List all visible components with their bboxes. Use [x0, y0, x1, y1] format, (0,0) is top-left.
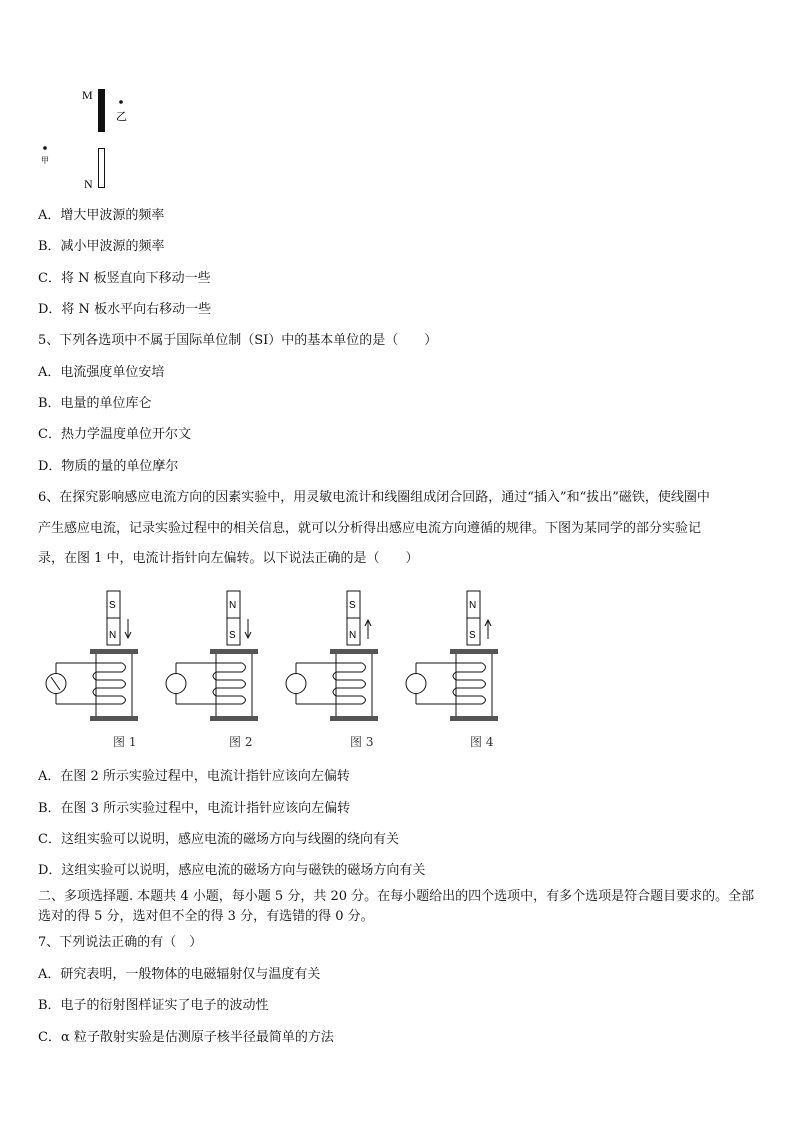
q7-stem: 7、下列说法正确的有（ ） — [38, 935, 203, 950]
q6-stem-line-3: 录，在图 1 中，电流计指针向左偏转。以下说法正确的是（ ） — [38, 551, 419, 566]
plate-n — [99, 149, 105, 188]
q7-option-b: B．电子的衍射图样证实了电子的波动性 — [38, 998, 269, 1013]
q5-stem: 5、下列各选项中不属于国际单位制（SI）中的基本单位的是（ ） — [38, 333, 438, 348]
fig2-bottom-pole: S — [229, 630, 236, 641]
induction-figures — [30, 585, 550, 755]
plate-m — [98, 89, 105, 132]
fig3-bottom-pole: N — [349, 630, 357, 641]
source-jia-dot — [43, 146, 47, 150]
q7-option-c: C．α 粒子散射实验是估测原子核半径最简单的方法 — [38, 1030, 334, 1045]
q6-option-c: C．这组实验可以说明，感应电流的磁场方向与线圈的绕向有关 — [38, 832, 399, 847]
fig4-top-pole: N — [469, 600, 477, 611]
q5-option-d: D．物质的量的单位摩尔 — [38, 459, 179, 474]
q6-stem-line-2: 产生感应电流，记录实验过程中的相关信息，就可以分析得出感应电流方向遵循的规律。下图为某同学的部分实验记 — [38, 521, 702, 536]
fig1-top-pole: S — [109, 600, 116, 611]
fig4-bottom-pole: S — [469, 630, 476, 641]
q4-option-b: B．减小甲波源的频率 — [38, 239, 165, 254]
figure-2 — [166, 591, 258, 749]
q5-option-b: B．电量的单位库仑 — [38, 396, 152, 411]
q4-option-d: D．将 N 板水平向右移动一些 — [38, 302, 212, 317]
fig2-top-pole: N — [229, 600, 237, 611]
label-yi: 乙 — [116, 110, 127, 123]
q5-option-a: A．电流强度单位安培 — [38, 365, 165, 380]
q7-option-a: A．研究表明，一般物体的电磁辐射仅与温度有关 — [38, 967, 321, 982]
plates-figure — [30, 80, 170, 195]
label-m: M — [82, 88, 93, 102]
fig3-top-pole: S — [349, 600, 356, 611]
q6-option-d: D．这组实验可以说明，感应电流的磁场方向与磁铁的磁场方向有关 — [38, 863, 426, 878]
source-yi-dot — [119, 100, 123, 104]
fig1-bottom-pole: N — [109, 630, 117, 641]
figure-4 — [406, 591, 498, 749]
fig1-caption: 图 1 — [113, 735, 137, 749]
label-n: N — [84, 177, 93, 191]
q6-option-a: A．在图 2 所示实验过程中，电流计指针应该向左偏转 — [38, 769, 350, 784]
figure-3 — [286, 591, 378, 749]
q6-stem-line-1: 6、在探究影响感应电流方向的因素实验中，用灵敏电流计和线圈组成闭合回路，通过“插入”和“拔出”磁铁，使线圈中 — [38, 490, 710, 505]
q6-option-b: B．在图 3 所示实验过程中，电流计指针应该向左偏转 — [38, 801, 351, 816]
figure-1 — [46, 591, 138, 749]
fig3-caption: 图 3 — [350, 735, 374, 749]
q4-option-a: A．增大甲波源的频率 — [38, 208, 165, 223]
label-jia: 甲 — [41, 156, 49, 165]
q4-option-c: C．将 N 板竖直向下移动一些 — [38, 271, 211, 286]
section-2-header: 二、多项选择题. 本题共 4 小题，每小题 5 分，共 20 分。在每小题给出的四个选项中，有多个选项是符合题目要求的。全部选对的得 5 分，选对但不全的得 3 分，有选错的得 0 分。 — [38, 889, 755, 924]
q5-option-c: C．热力学温度单位开尔文 — [38, 427, 191, 442]
fig4-caption: 图 4 — [470, 735, 494, 749]
fig2-caption: 图 2 — [229, 735, 253, 749]
